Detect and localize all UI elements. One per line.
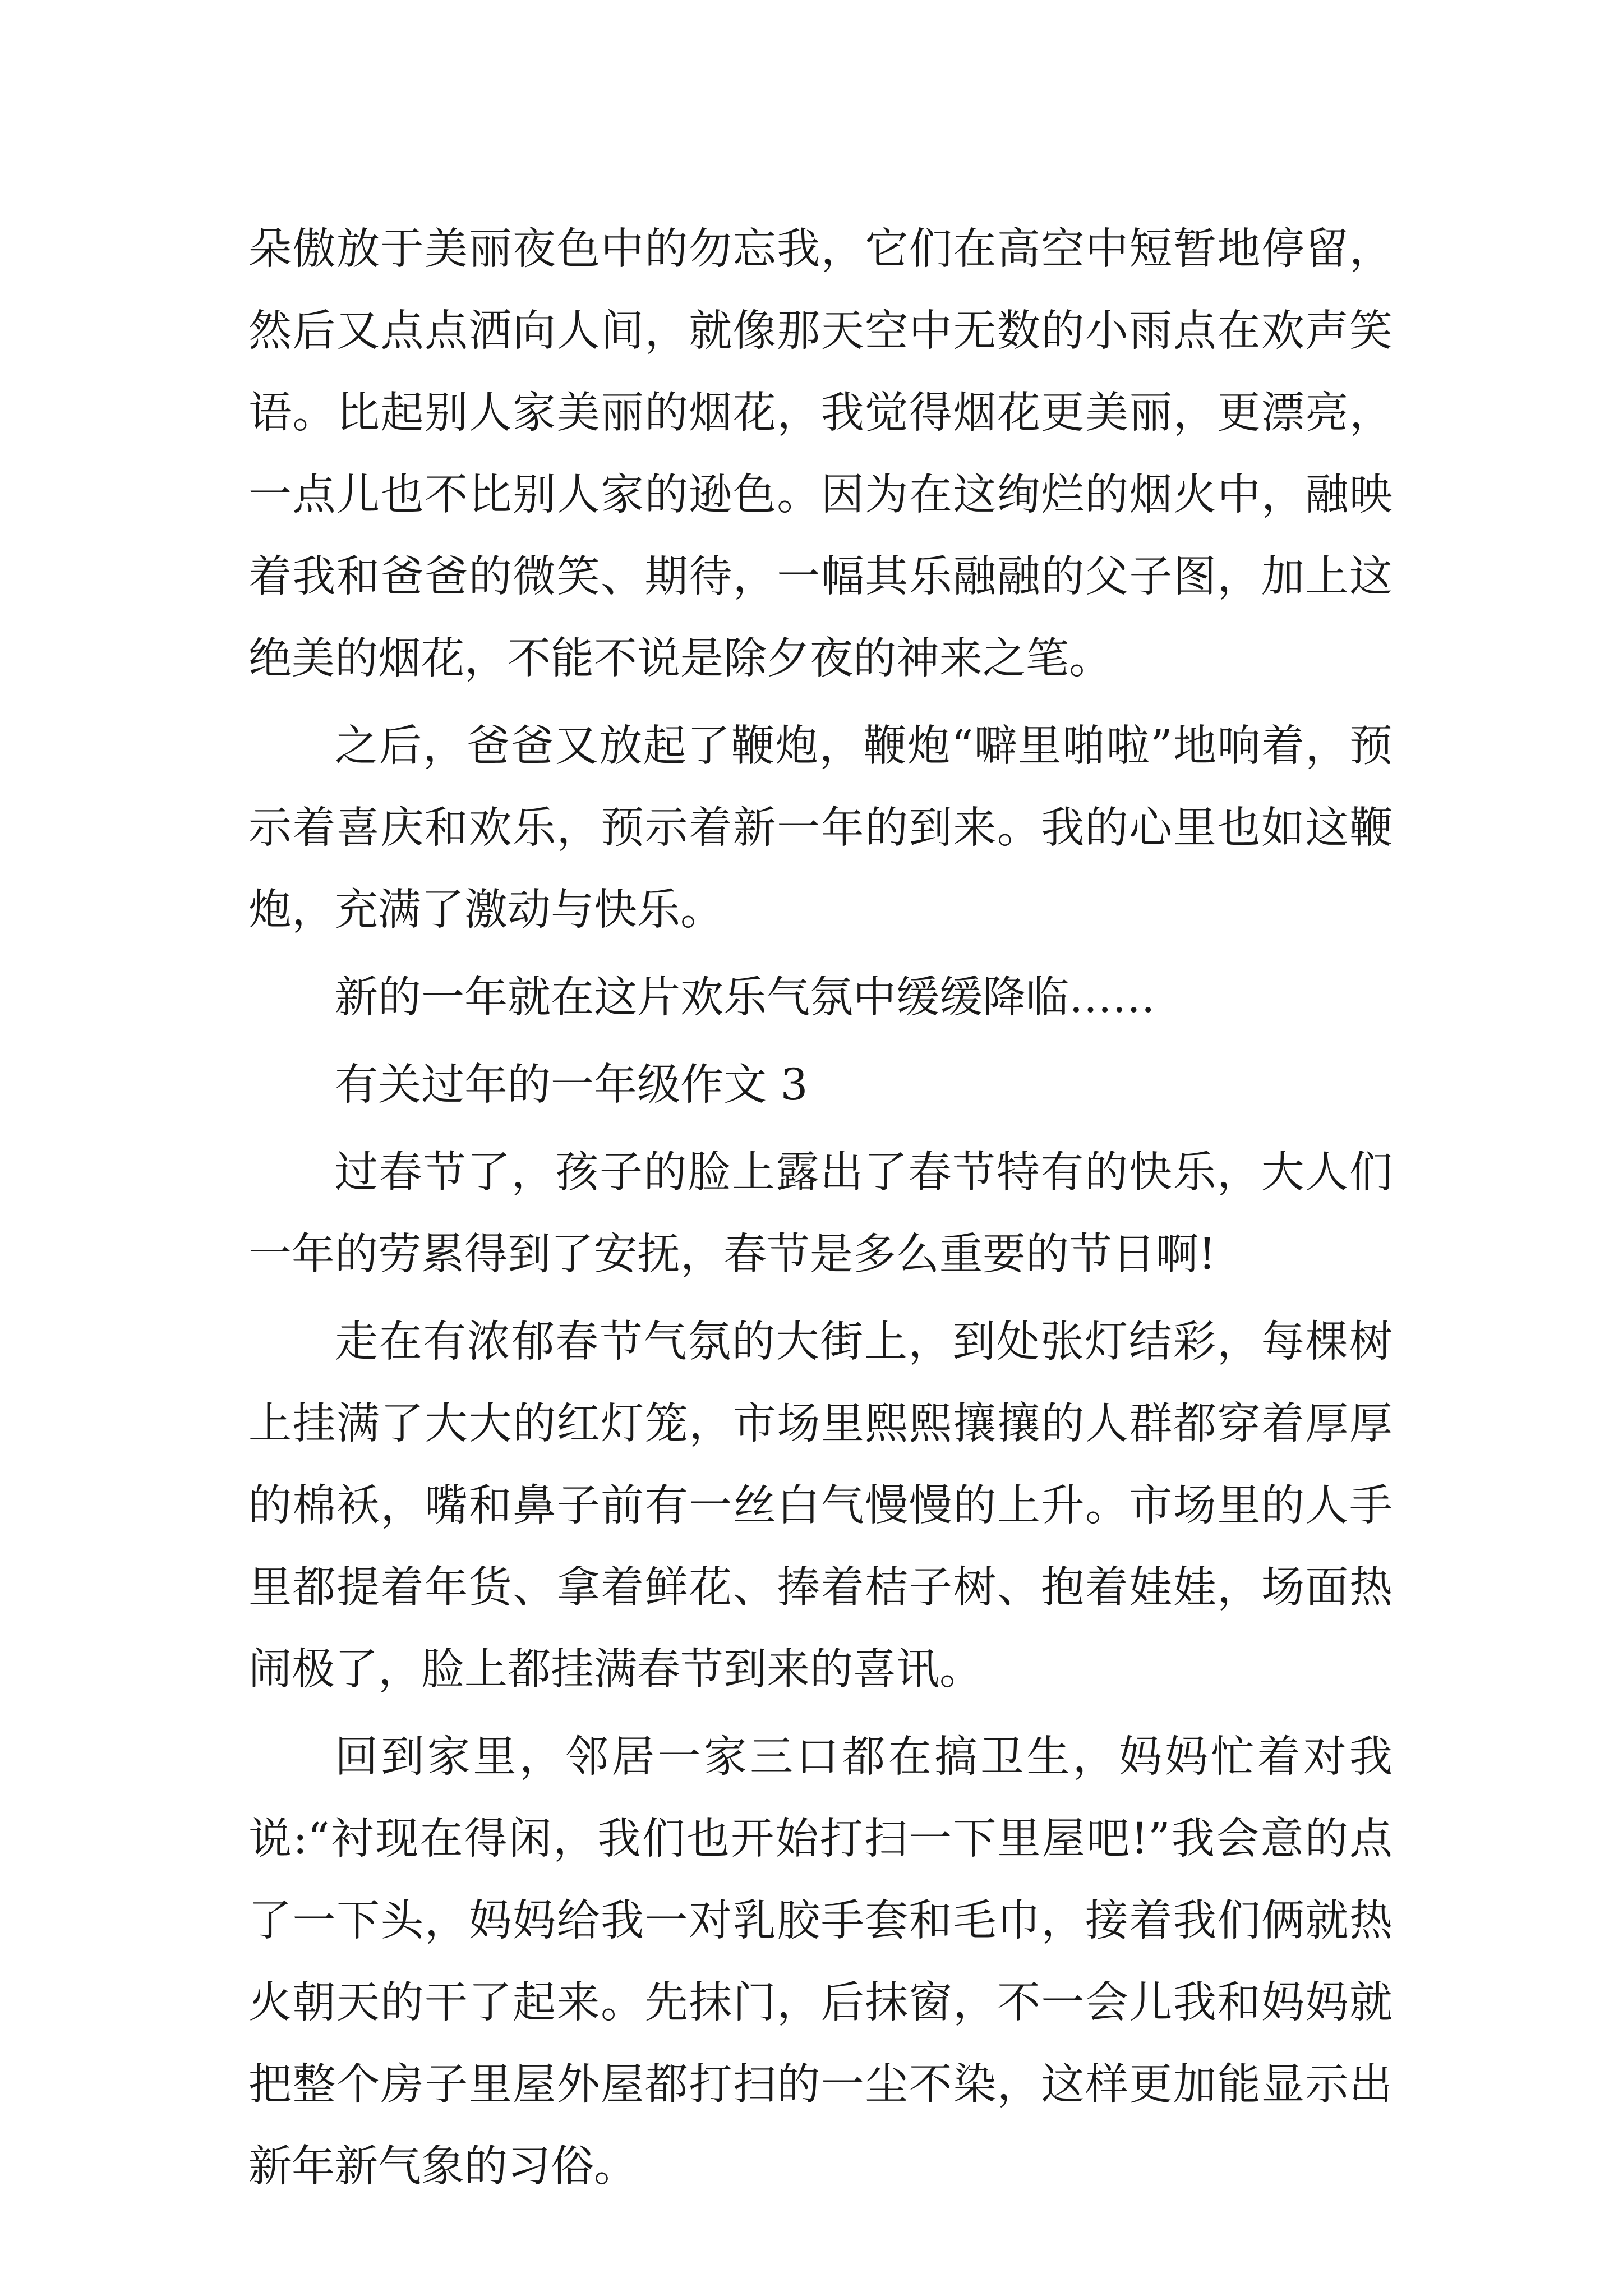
document-body	[248, 209, 1393, 2214]
paragraph-6: 回到家里，邻居一家三口都在搞卫生，妈妈忙着对我说:“衬现在得闲，我们也开始打扫一下里屋吧!”我会意的点了一下头，妈妈给我一对乳胶手套和毛巾，接着我们俩就热火朝天的干了起来。先抹门，后抹窗，不一会儿我和妈妈就把整个房子里屋外屋都打扫的一尘不染，这样更加能显示出新年新气象的习俗。	[248, 1732, 1393, 2192]
paragraph-1: 朵傲放于美丽夜色中的勿忘我，它们在高空中短暂地停留，然后又点点洒向人间，就像那天空中无数的小雨点在欢声笑语。比起别人家美丽的烟花，我觉得烟花更美丽，更漂亮，一点儿也不比别人家的逊色。因为在这绚烂的烟火中，融映着我和爸爸的微笑、期待，一幅其乐融融的父子图，加上这绝美的烟花，不能不说是除夕夜的神来之笔。	[248, 224, 1393, 684]
paragraph-4: 过春节了，孩子的脸上露出了春节特有的快乐，大人们一年的劳累得到了安抚，春节是多么重要的节日啊!	[248, 1148, 1393, 1280]
section-heading: 有关过年的一年级作文 3	[335, 1060, 808, 1110]
paragraph-2: 之后，爸爸又放起了鞭炮，鞭炮“噼里啪啦”地响着，预示着喜庆和欢乐，预示着新一年的到来。我的心里也如这鞭炮，充满了激动与快乐。	[248, 721, 1393, 935]
paragraph-3: 新的一年就在这片欢乐气氛中缓缓降临……	[335, 973, 1155, 1023]
paragraph-5: 走在有浓郁春节气氛的大街上，到处张灯结彩，每棵树上挂满了大大的红灯笼，市场里熙熙攘攘的人群都穿着厚厚的棉袄，嘴和鼻子前有一丝白气慢慢的上升。市场里的人手里都提着年货、拿着鲜花、捧着桔子树、抱着娃娃，场面热闹极了，脸上都挂满春节到来的喜讯。	[248, 1317, 1393, 1695]
